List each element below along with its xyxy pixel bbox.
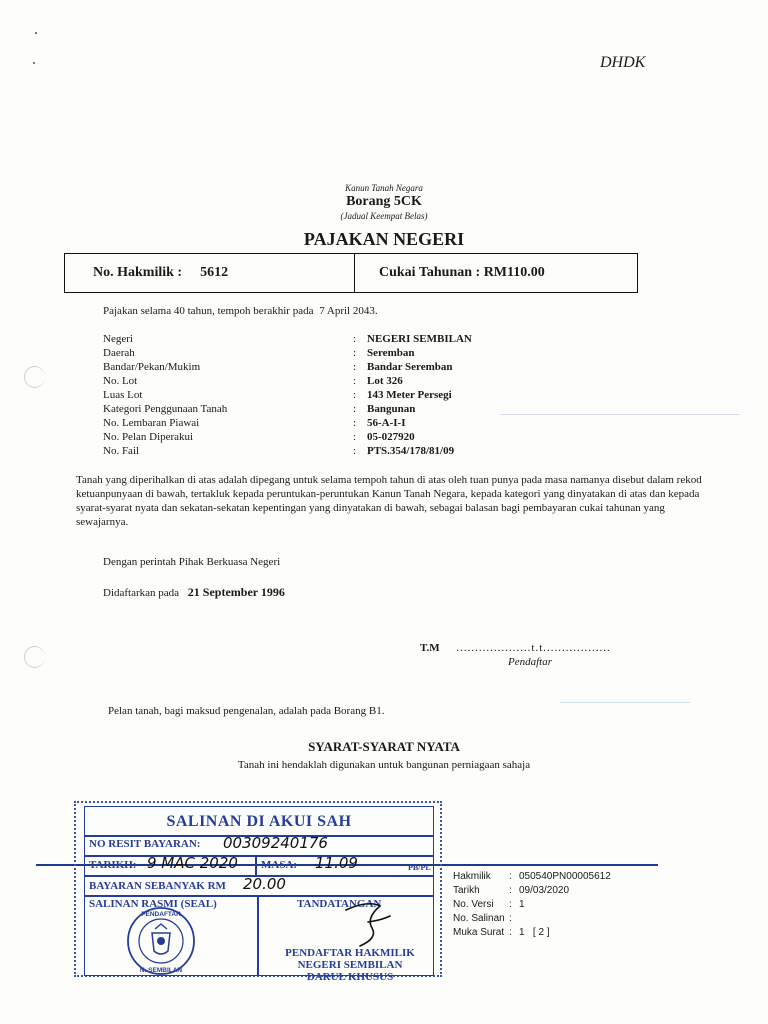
borang-label: Borang 5CK [346, 194, 422, 209]
masa-label: MASA: [261, 859, 298, 871]
meta-separator: : [509, 899, 512, 910]
stamp-rule [85, 895, 433, 897]
meta-label: No. Versi [453, 899, 494, 910]
registrar-seal-icon [122, 905, 200, 977]
meta-label: Muka Surat [453, 927, 505, 938]
cukai-cell [355, 254, 545, 292]
stamp-divider [255, 855, 257, 875]
detail-row [103, 375, 472, 389]
print-metadata [453, 871, 611, 941]
registered-date: 21 September 1996 [187, 585, 285, 599]
detail-separator: : [353, 333, 357, 345]
hakmilik-value: 5612 [200, 265, 229, 280]
detail-value: PTS.354/178/81/09 [367, 445, 455, 457]
detail-row [103, 361, 472, 375]
detail-row [103, 431, 472, 445]
detail-value: Bandar Seremban [367, 361, 453, 373]
detail-separator: : [353, 403, 357, 415]
meta-separator: : [509, 927, 512, 938]
detail-row [103, 403, 472, 417]
term-years: 40 [173, 305, 185, 317]
meta-label: No. Salinan [453, 913, 505, 924]
resit-value: 00309240176 [223, 834, 328, 852]
punch-hole [24, 366, 45, 388]
registrar-block [265, 947, 435, 983]
page-title: PAJAKAN NEGERI [303, 229, 465, 249]
detail-value: 143 Meter Persegi [367, 389, 452, 401]
cukai-value: RM110.00 [483, 265, 545, 280]
tm-label: T.M [420, 642, 440, 654]
pelan-note: Pelan tanah, bagi maksud pengenalan, adalah pada Borang B1. [108, 705, 385, 717]
bayaran-label: BAYARAN SEBANYAK RM [89, 880, 226, 892]
detail-value: NEGERI SEMBILAN [367, 333, 472, 345]
registrar-line-1: PENDAFTAR HAKMILIK [285, 947, 415, 959]
hakmilik-box [64, 253, 638, 293]
detail-label: Daerah [103, 347, 135, 359]
kanun-label: Kanun Tanah Negara [345, 183, 423, 193]
detail-row [103, 333, 472, 347]
detail-separator: : [353, 431, 357, 443]
lease-term [103, 305, 378, 317]
registrar-line-2: NEGERI SEMBILAN [297, 959, 403, 971]
syarat-title: SYARAT-SYARAT NYATA [308, 739, 460, 754]
meta-separator: : [509, 913, 512, 924]
stamp-rule [85, 855, 433, 857]
meta-separator: : [509, 885, 512, 896]
term-middle: tahun, tempoh berakhir pada [187, 305, 314, 317]
details-list [103, 333, 472, 459]
signature-line [420, 642, 611, 654]
signature-scrawl-icon [338, 898, 398, 950]
detail-separator: : [353, 361, 357, 373]
registered-label: Didaftarkan pada [103, 587, 180, 599]
detail-label: Kategori Penggunaan Tanah [103, 403, 228, 415]
pendaftar-label: Pendaftar [508, 656, 552, 668]
detail-value: Bangunan [367, 403, 416, 415]
punch-hole [24, 646, 45, 668]
jadual-label: (Jadual Keempat Belas) [340, 211, 428, 221]
speck-mark [35, 32, 37, 34]
detail-label: No. Fail [103, 445, 140, 457]
detail-separator: : [353, 445, 357, 457]
detail-separator: : [353, 417, 357, 429]
meta-value: 050540PN00005612 [519, 871, 611, 882]
svg-text:PENDAFTAR: PENDAFTAR [141, 911, 181, 918]
detail-row [103, 389, 472, 403]
tandatangan-label: TANDATANGAN [297, 898, 382, 910]
detail-separator: : [353, 347, 357, 359]
hakmilik-label: No. Hakmilik : [93, 265, 183, 280]
meta-label: Hakmilik [453, 871, 491, 882]
detail-label: No. Pelan Diperakui [103, 431, 194, 443]
hakmilik-cell [65, 254, 355, 292]
detail-label: No. Lembaran Piawai [103, 417, 200, 429]
tarikh-value: 9 MAC 2020 [147, 854, 238, 872]
meta-row [453, 913, 611, 927]
meta-row [453, 885, 611, 899]
stamp-divider [257, 895, 259, 975]
speck-mark [33, 62, 35, 64]
detail-row [103, 417, 472, 431]
salinan-rasmi-label: SALINAN RASMI (SEAL) [89, 898, 217, 910]
detail-row [103, 445, 472, 459]
detail-label: Negeri [103, 333, 133, 345]
meta-value: 09/03/2020 [519, 885, 570, 896]
detail-row [103, 347, 472, 361]
scan-line [500, 414, 740, 415]
detail-label: Bandar/Pekan/Mukim [103, 361, 201, 373]
meta-row [453, 899, 611, 913]
tarikh-label: TARIKH: [89, 859, 137, 871]
detail-separator: : [353, 375, 357, 387]
meta-value: 1 [ 2 ] [519, 927, 550, 938]
meta-label: Tarikh [453, 885, 480, 896]
term-prefix: Pajakan selama [103, 305, 172, 317]
document-code: DHDK [600, 54, 646, 71]
detail-value: Lot 326 [367, 375, 403, 387]
meta-row [453, 871, 611, 885]
detail-label: No. Lot [103, 375, 138, 387]
certification-stamp [70, 798, 442, 983]
detail-value: Seremban [367, 347, 415, 359]
scan-line [560, 702, 690, 703]
detail-label: Luas Lot [103, 389, 143, 401]
masa-value: 11.09 [315, 854, 358, 872]
registered-line [103, 585, 285, 600]
stamp-title: SALINAN DI AKUI SAH [166, 813, 352, 830]
term-end-month-year: April 2043. [326, 305, 378, 317]
detail-value: 56-A-I-I [367, 417, 406, 429]
resit-label: NO RESIT BAYARAN: [89, 838, 201, 850]
signature-dots: ....................t.t.................. [456, 642, 611, 654]
detail-value: 05-027920 [367, 431, 415, 443]
syarat-body: Tanah ini hendaklah digunakan untuk bangunan perniagaan sahaja [237, 759, 531, 771]
pb-label: PB/PL [408, 863, 431, 872]
registrar-line-3: DARUL KHUSUS [306, 971, 394, 983]
body-paragraph: Tanah yang diperihalkan di atas adalah dipegang untuk selama tempoh tahun di atas oleh tuan punya pada masa namanya disebut dalam rekod ketuanpunyaan di bawah, tertakluk kepada peruntukan-peruntukan Kanun Tanah Negara, kepada kategori yang dinyatakan di atas dan kepada syarat-syarat nyata dan sekatan-sekatan kepentingan yang dinyatakan di bawah, sebagai balasan bagi pembayaran cukai tahunan yang sewajarnya. [76, 474, 702, 528]
meta-row [453, 927, 611, 941]
perintah-line: Dengan perintah Pihak Berkuasa Negeri [103, 556, 281, 568]
cukai-label: Cukai Tahunan : [379, 265, 481, 280]
bayaran-value: 20.00 [243, 875, 286, 893]
meta-value: 1 [519, 899, 525, 910]
term-end-day: 7 [319, 305, 325, 317]
svg-text:N. SEMBILAN: N. SEMBILAN [139, 967, 183, 974]
meta-separator: : [509, 871, 512, 882]
detail-separator: : [353, 389, 357, 401]
